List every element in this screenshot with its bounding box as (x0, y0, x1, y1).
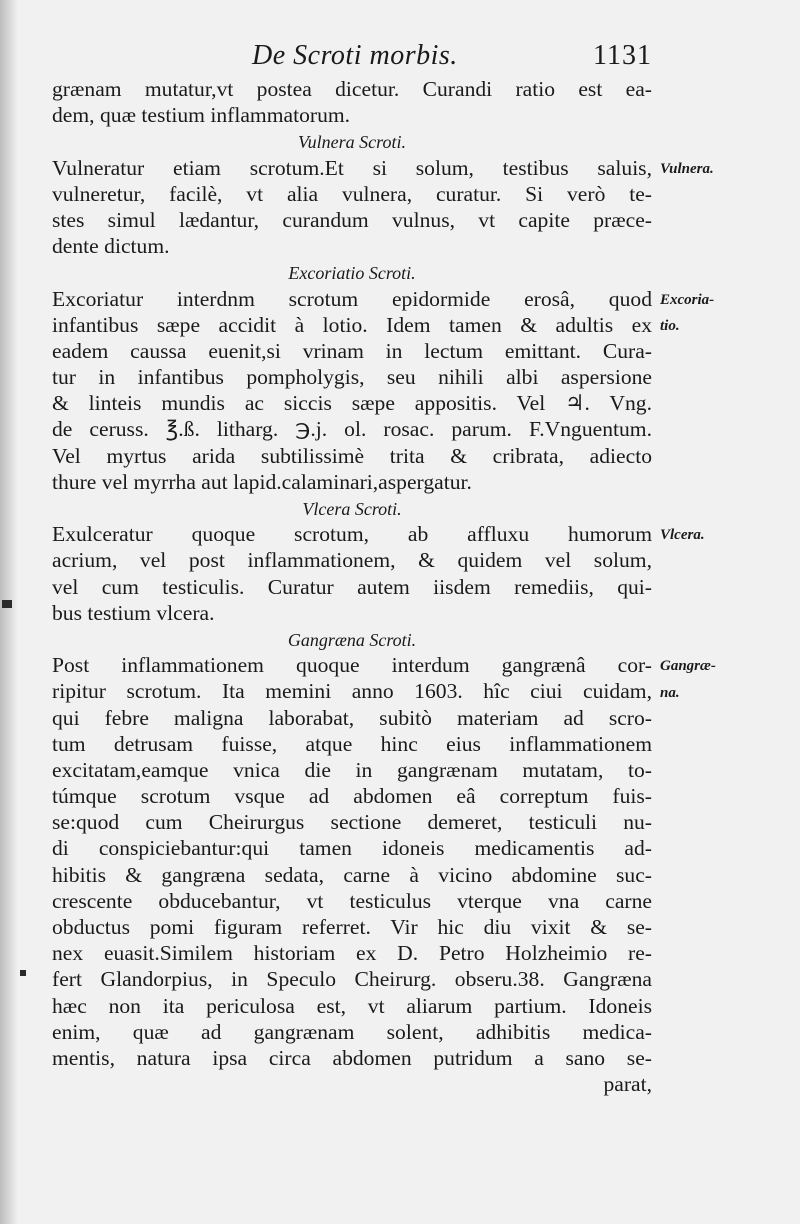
ink-spot (20, 970, 26, 976)
text-line: Excoriatur interdnm scrotum epidormide erosâ, quod (52, 286, 652, 311)
margin-note: na. (660, 684, 680, 701)
text-line: Exulceratur quoque scrotum, ab affluxu humorum (52, 522, 652, 547)
text-line: bus testium vlcera. (52, 600, 215, 625)
section-heading: Excoriatio Scroti. (288, 263, 416, 284)
margin-note: Excoria- (660, 291, 715, 308)
text-line: qui febre maligna laborabat, subitò materiam ad scro- (52, 705, 652, 730)
text-line: excitatam,eamque vnica die in gangrænam mutatam, to- (52, 757, 652, 782)
text-line: se:quod cum Cheirurgus sectione demeret, testiculi nu- (52, 810, 652, 835)
text-line: Vel myrtus arida subtilissimè trita & cribrata, adiecto (52, 443, 652, 468)
text-line: crescente obducebantur, vt testiculus vterque vna carne (52, 888, 652, 913)
text-line: hibitis & gangræna sedata, carne à vicino abdomine suc- (52, 862, 652, 887)
margin-note: Vlcera. (660, 527, 705, 544)
text-line: obductus pomi figuram referret. Vir hic diu vixit & se- (52, 915, 652, 939)
page-number: 1131 (593, 40, 652, 71)
section-heading: Vlcera Scroti. (302, 499, 402, 519)
text-line: enim, quæ ad gangrænam solent, adhibitis medica- (52, 1019, 652, 1044)
section-heading: Gangræna Scroti. (287, 629, 417, 650)
text-line: Vulneratur etiam scrotum.Et si solum, testibus saluis, (52, 155, 652, 180)
text-body (52, 76, 652, 1097)
text-line: Post inflammationem quoque interdum gangrænâ cor- (52, 653, 652, 678)
text-line: túmque scrotum vsque ad abdomen eâ correptum fuis- (52, 784, 652, 809)
text-line: vel cum testiculis. Curatur autem iisdem remediis, qui- (52, 574, 652, 599)
text-line: tum detrusam fuisse, atque hinc eius inflammationem (52, 731, 652, 756)
binding-mark (2, 600, 12, 608)
text-line: nex euasit.Similem historiam ex D. Petro Holzheimio re- (52, 941, 652, 966)
text-line: dente dictum. (52, 234, 170, 259)
margin-note: tio. (660, 317, 680, 334)
text-line: hæc non ita periculosa est, vt aliarum partium. Idoneis (52, 993, 652, 1018)
text-line: dem, quæ testium inflammatorum. (52, 103, 351, 128)
text-line: parat, (603, 1072, 652, 1097)
running-header (52, 38, 652, 78)
running-title: De Scroti morbis. (252, 40, 458, 71)
text-line: grænam mutatur,vt postea dicetur. Curandi ratio est ea- (52, 77, 652, 101)
text-line: eadem caussa euenit,si vrinam in lectum emittant. Cura- (52, 338, 652, 363)
margin-note: Vulnera. (660, 160, 714, 177)
margin-note: Gangræ- (660, 658, 716, 675)
text-line: tur in infantibus pompholygis, seu nihili albi aspersione (52, 365, 652, 390)
text-line: stes simul lædantur, curandum vulnus, vt capite præce- (52, 207, 652, 232)
text-line: ripitur scrotum. Ita memini anno 1603. hîc ciui cuidam, (52, 679, 652, 704)
text-line: di conspiciebantur:qui tamen idoneis medicamentis ad- (52, 836, 652, 861)
text-line: acrium, vel post inflammationem, & quidem vel solum, (52, 548, 652, 573)
section-heading: Vulnera Scroti. (298, 132, 406, 153)
text-line: & linteis mundis ac siccis sæpe appositis. Vel ♃. Vng. (52, 391, 652, 416)
text-line: de ceruss. ℥.ß. litharg. ℈.j. ol. rosac. parum. F.Vnguentum. (52, 417, 652, 442)
text-line: mentis, natura ipsa circa abdomen putridum a sano se- (52, 1045, 652, 1070)
text-line: thure vel myrrha aut lapid.calaminari,aspergatur. (52, 469, 472, 494)
text-line: fert Glandorpius, in Speculo Cheirurg. obseru.38. Gangræna (52, 967, 652, 992)
text-line: infantibus sæpe accidit à lotio. Idem tamen & adultis ex (52, 312, 652, 337)
text-line: vulneretur, facilè, vt alia vulnera, curatur. Si verò te- (52, 181, 652, 206)
